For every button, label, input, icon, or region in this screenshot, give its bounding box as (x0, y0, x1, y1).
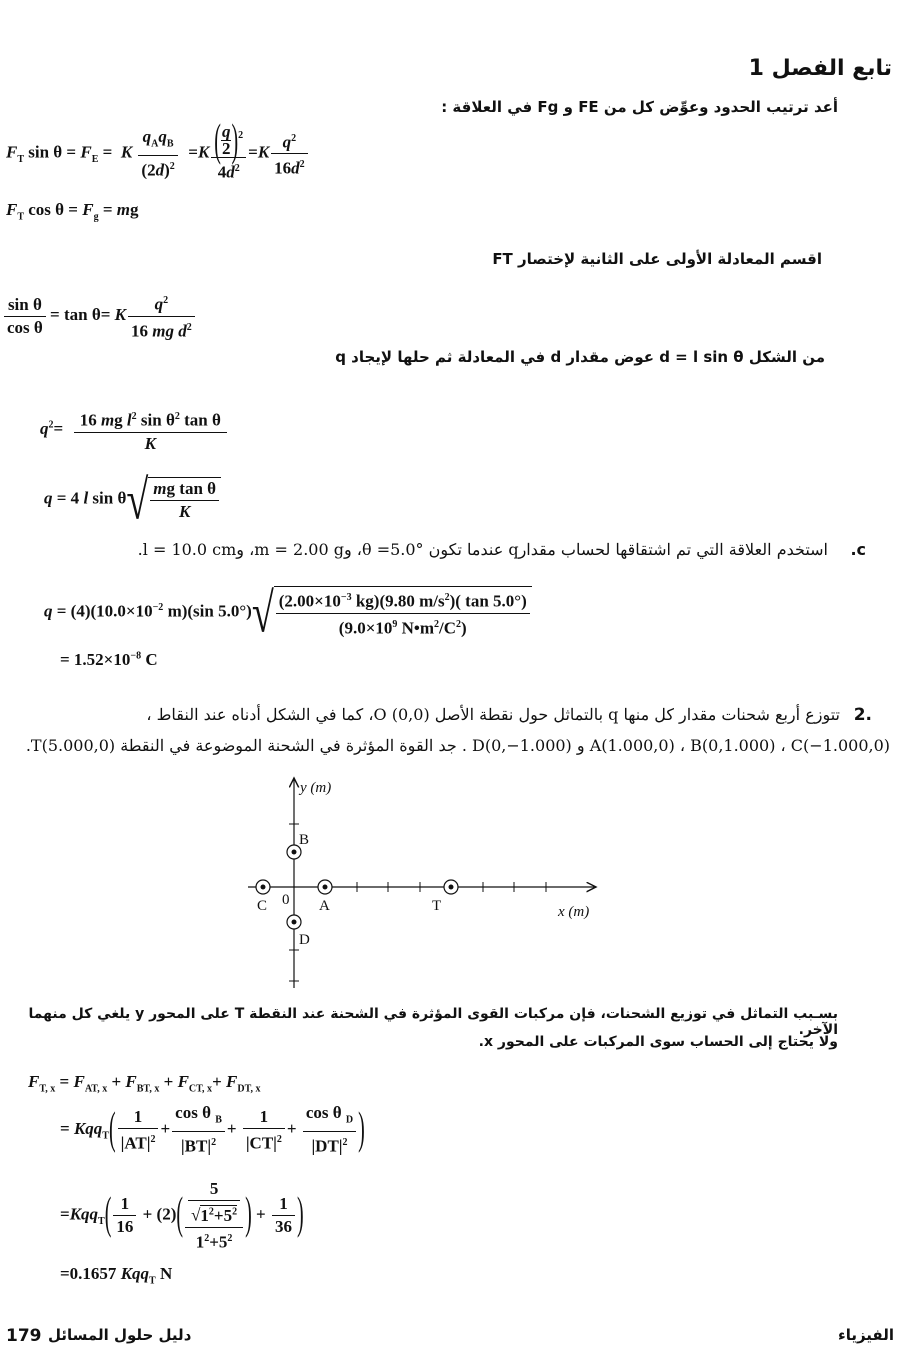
label-O: 0 (282, 892, 290, 908)
y-axis-label: y (m) (300, 780, 332, 796)
footer-subject: الفيزياء (838, 1326, 894, 1344)
equation-q-numeric: $q = (4)(10.0\times 10^{-2}$ m)(sin 5.0°)√ $\frac{(2.00\times 10^{-3} kg)(9.80 m/s^2)( \tan 5.0^\circ)}{(9.0\times 10^9 N•m^2/C^2)}$ (44, 586, 532, 639)
label-B: B (299, 832, 310, 848)
equation-tan: $\frac{\text{sin θ}}{\text{cos θ}}$ = tan θ= K $\frac{q^2}{16 mg d^2}$ (4, 290, 197, 342)
footer-guide: دليل حلول المسائل (48, 1326, 192, 1344)
instruction-rearrange: أعد ترتيب الحدود وعوِّض كل من FE و Fg في العلاقة : (441, 98, 838, 116)
charge-T (444, 880, 458, 894)
instruction-divide: اقسم المعادلة الأولى على الثانية لإختصار FT (492, 250, 822, 268)
charge-A (318, 880, 332, 894)
equation-ftx-sum: $F_{T, x} = F_{AT, x} + F_{BT, x} + F_{CT, x}+ F_{DT, x}$ (28, 1072, 261, 1095)
instruction-substitute: من الشكل d = l sin θ عوض مقدار d في المعادلة ثم حلها لإيجاد q (335, 348, 825, 366)
equation-ft-cos: $F_T$ $\cos \theta = F_g$ = mg (6, 200, 139, 223)
part-c-text: استخدم العلاقة التي تم اشتقاقها لحساب مقدارq عندما تكون θ =5.0°، وm = 2.00 g، وl = 10.0 cm. (137, 540, 828, 559)
symmetry-line-2: ولا يحتاج إلى الحساب سوى المركبات على المحور x. (478, 1034, 838, 1050)
charge-diagram (0, 770, 900, 1000)
equation-q-squared: $q^2=$ $\frac{16 mg l^2 \sin \theta^2 \tan \theta}{K}$ (40, 406, 229, 455)
equation-q: q = 4 l sin θ√ $\frac{\text{mg tan θ}}{K}$ (44, 476, 221, 523)
part-c-label: c. (850, 540, 866, 559)
label-C: C (257, 898, 268, 914)
label-T: T (432, 898, 442, 914)
equation-ft-sin: $F_T$ $\sin \theta = F_E = K$ $\frac{q_Aq_B}{(2d)^2}$ =K ( $\frac{q}{2}$ )$^2$ $4d^2$ =K $\frac{q^2}{16d^2}$ (6, 124, 310, 184)
x-axis-label: x (m) (558, 904, 590, 920)
label-A: A (319, 898, 330, 914)
equation-q-result: = $1.52\times 10^{-8}$ C (60, 650, 158, 669)
page-title: تابع الفصل 1 (748, 56, 892, 81)
question-2-line1: تتوزع أربع شحنات مقدار كل منها q بالتماثل حول نقطة الأصل O (0,0)، كما في الشكل أدناه عند النقاط ، (146, 705, 840, 724)
label-D: D (299, 932, 310, 948)
charge-D (287, 915, 301, 929)
charge-C (256, 880, 270, 894)
equation-ftx-expanded: = Kqq$_T$( $\frac{1}{|AT|^2}$ + $\frac{\cos \theta _B}{|BT|^2}$ + $\frac{1}{|CT|^2}$ + $\frac{\cos \theta _D}{|DT|^2}$ ) (60, 1103, 365, 1157)
question-2-line2: A(1.000,0) ، B(0,1.000) ، C(−1.000,0) و D(0,−1.000) . جد القوة المؤثرة في الشحنة الموضوعة في النقطة T(5.000,0). (25, 736, 890, 755)
question-2-number: .2 (853, 705, 872, 725)
equation-ftx-result: =0.1657 Kqq$_T$ N (60, 1264, 173, 1287)
footer-page-number: 179 (6, 1326, 42, 1346)
equation-ftx-numeric: =Kqq$_T$( $\frac{1}{16}$ + (2)( $\frac{\frac{5}{√1^2+5^2}}{1^2+5^2}$ ) + $\frac{1}{36}$ ) (60, 1179, 304, 1252)
symmetry-line-1: بسـبب التماثل في توزيع الشحنات، فإن مركبات القوى المؤثرة في الشحنة عند النقطة T على المحور y يلغي كل منهما الآخر. (28, 1006, 838, 1038)
